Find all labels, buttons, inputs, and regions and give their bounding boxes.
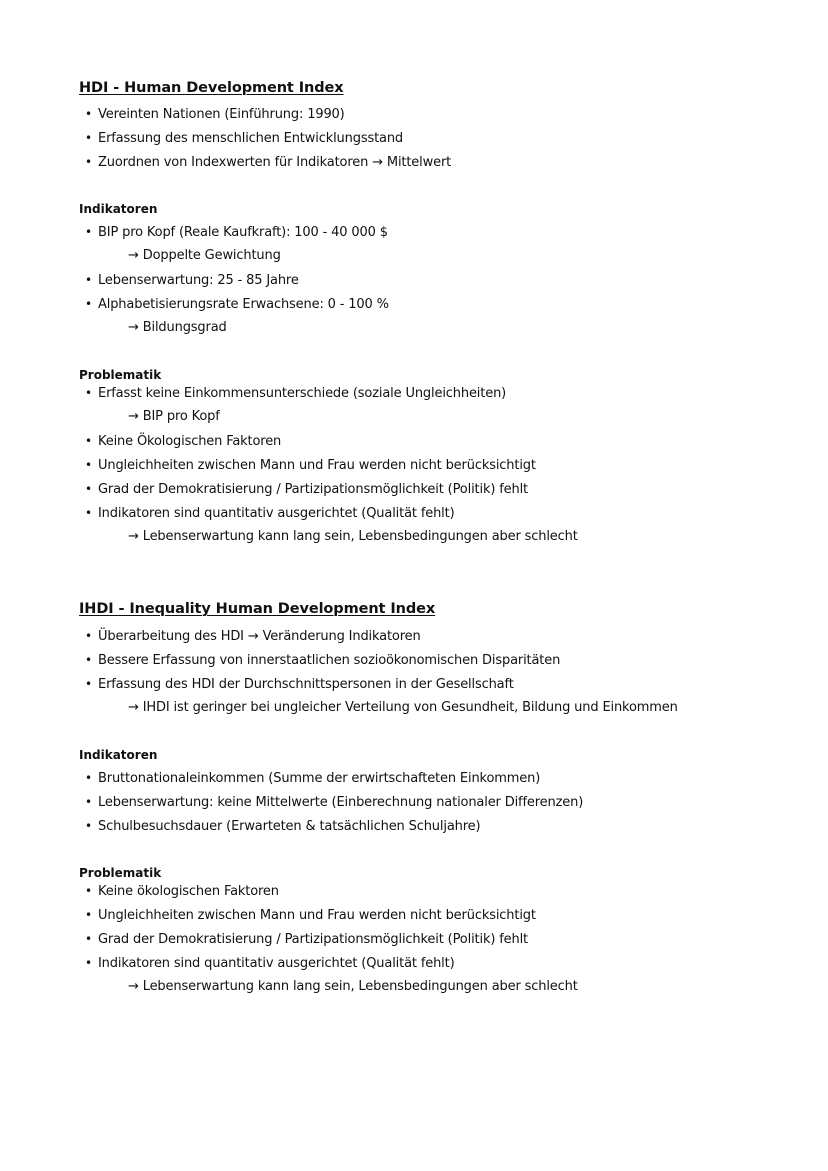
bullet-icon: • <box>85 629 92 643</box>
hdi-problematik-subitem: → BIP pro Kopf <box>128 409 220 424</box>
hdi-title: HDI - Human Development Index <box>79 80 344 96</box>
bullet-icon: • <box>85 795 92 809</box>
bullet-icon: • <box>85 107 92 121</box>
bullet-icon: • <box>85 273 92 287</box>
hdi-indikator-subitem: → Doppelte Gewichtung <box>128 248 281 263</box>
ihdi-problematik-subitem: → Lebenserwartung kann lang sein, Lebensbedingungen aber schlecht <box>128 979 578 994</box>
bullet-icon: • <box>85 956 92 970</box>
hdi-problematik-item: • Indikatoren sind quantitativ ausgerichtet (Qualität fehlt) <box>85 506 455 521</box>
bullet-icon: • <box>85 434 92 448</box>
hdi-indikator-item: • BIP pro Kopf (Reale Kaufkraft): 100 - 40 000 $ <box>85 225 388 240</box>
ihdi-problematik-item: • Grad der Demokratisierung / Partizipationsmöglichkeit (Politik) fehlt <box>85 932 529 947</box>
hdi-intro-item: • Vereinten Nationen (Einführung: 1990) <box>85 107 345 122</box>
bullet-icon: • <box>85 771 92 785</box>
ihdi-indikator-item: • Lebenserwartung: keine Mittelwerte (Einberechnung nationaler Differenzen) <box>85 795 584 810</box>
hdi-indikatoren-heading: Indikatoren <box>79 202 158 216</box>
hdi-indikator-subitem: → Bildungsgrad <box>128 320 227 335</box>
hdi-intro-item: • Zuordnen von Indexwerten für Indikatoren → Mittelwert <box>85 155 452 170</box>
ihdi-indikatoren-heading: Indikatoren <box>79 748 158 762</box>
bullet-icon: • <box>85 506 92 520</box>
ihdi-indikator-item: • Schulbesuchsdauer (Erwarteten & tatsächlichen Schuljahre) <box>85 819 481 834</box>
hdi-indikator-item: • Lebenserwartung: 25 - 85 Jahre <box>85 273 299 288</box>
bullet-icon: • <box>85 131 92 145</box>
hdi-indikator-item: • Alphabetisierungsrate Erwachsene: 0 - 100 % <box>85 297 389 312</box>
hdi-problematik-item: • Ungleichheiten zwischen Mann und Frau werden nicht berücksichtigt <box>85 458 536 473</box>
hdi-problematik-heading: Problematik <box>79 368 162 382</box>
ihdi-problematik-item: • Keine ökologischen Faktoren <box>85 884 279 899</box>
hdi-problematik-subitem: → Lebenserwartung kann lang sein, Lebensbedingungen aber schlecht <box>128 529 578 544</box>
bullet-icon: • <box>85 386 92 400</box>
ihdi-intro-item: • Überarbeitung des HDI → Veränderung Indikatoren <box>85 629 421 644</box>
bullet-icon: • <box>85 155 92 169</box>
bullet-icon: • <box>85 458 92 472</box>
bullet-icon: • <box>85 884 92 898</box>
bullet-icon: • <box>85 225 92 239</box>
bullet-icon: • <box>85 297 92 311</box>
bullet-icon: • <box>85 908 92 922</box>
bullet-icon: • <box>85 677 92 691</box>
hdi-problematik-item: • Erfasst keine Einkommensunterschiede (soziale Ungleichheiten) <box>85 386 507 401</box>
hdi-problematik-item: • Grad der Demokratisierung / Partizipationsmöglichkeit (Politik) fehlt <box>85 482 529 497</box>
ihdi-intro-item: • Erfassung des HDI der Durchschnittspersonen in der Gesellschaft <box>85 677 514 692</box>
bullet-icon: • <box>85 482 92 496</box>
ihdi-indikator-item: • Bruttonationaleinkommen (Summe der erwirtschafteten Einkommen) <box>85 771 541 786</box>
ihdi-problematik-heading: Problematik <box>79 866 162 880</box>
hdi-problematik-item: • Keine Ökologischen Faktoren <box>85 434 282 449</box>
bullet-icon: • <box>85 653 92 667</box>
bullet-icon: • <box>85 819 92 833</box>
ihdi-intro-subitem: → IHDI ist geringer bei ungleicher Verteilung von Gesundheit, Bildung und Einkommen <box>128 700 678 715</box>
ihdi-intro-item: • Bessere Erfassung von innerstaatlichen sozioökonomischen Disparitäten <box>85 653 561 668</box>
ihdi-problematik-item: • Ungleichheiten zwischen Mann und Frau werden nicht berücksichtigt <box>85 908 536 923</box>
ihdi-title: IHDI - Inequality Human Development Index <box>79 601 436 617</box>
ihdi-problematik-item: • Indikatoren sind quantitativ ausgerichtet (Qualität fehlt) <box>85 956 455 971</box>
hdi-intro-item: • Erfassung des menschlichen Entwicklungsstand <box>85 131 404 146</box>
bullet-icon: • <box>85 932 92 946</box>
